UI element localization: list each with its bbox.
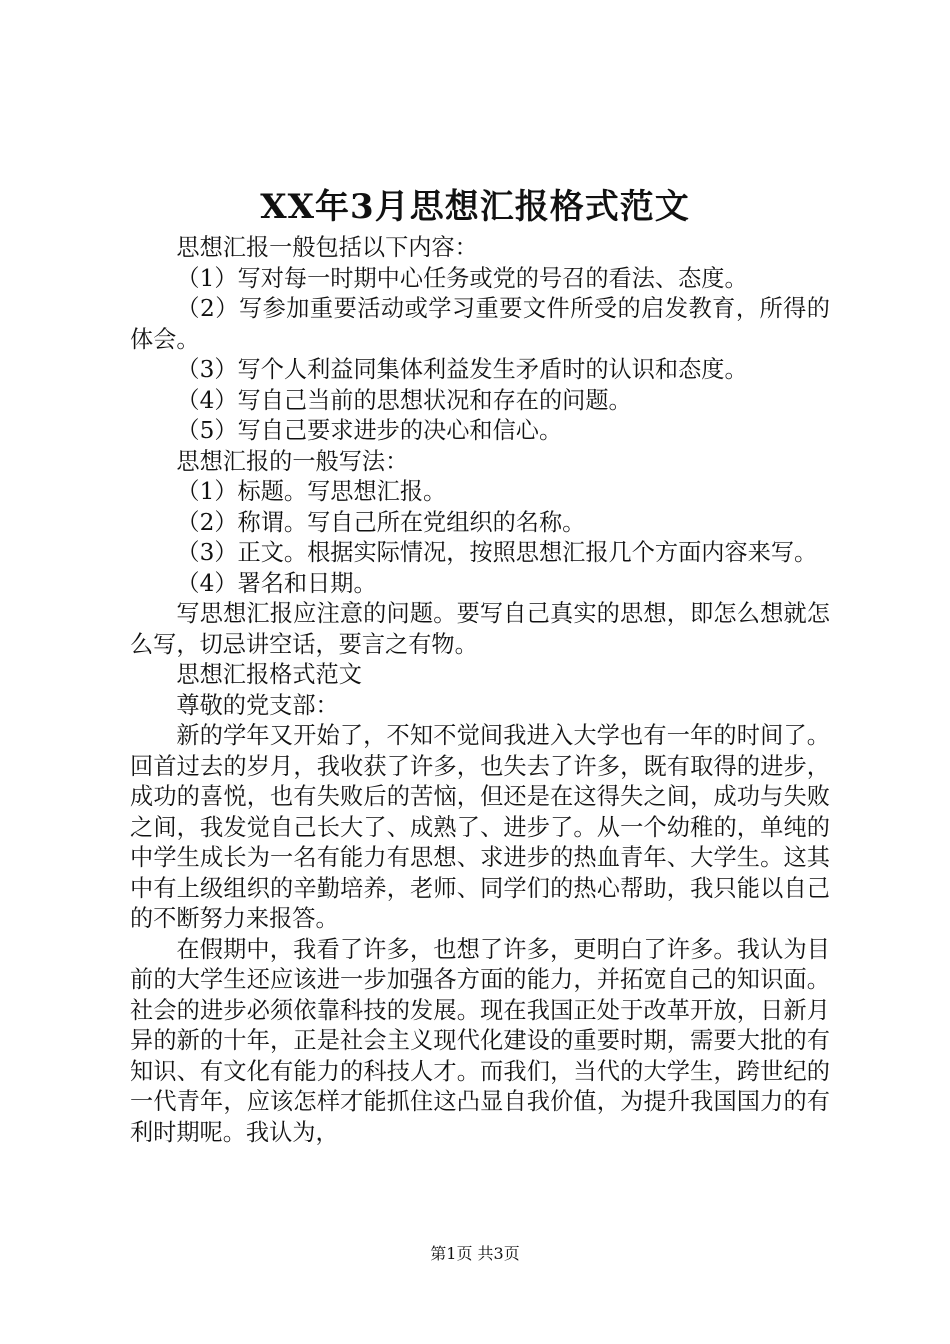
paragraph: （2）称谓。写自己所在党组织的名称。 xyxy=(176,508,586,536)
paragraph: 思想汇报的一般写法： xyxy=(176,447,409,475)
paragraph: （4）署名和日期。 xyxy=(176,569,377,597)
paragraph: 尊敬的党支部： xyxy=(176,691,339,719)
paragraph: （1）标题。写思想汇报。 xyxy=(176,478,447,505)
paragraph: （4）写自己当前的思想状况和存在的问题。 xyxy=(176,386,632,414)
paragraph: 思想汇报一般包括以下内容： xyxy=(176,234,478,261)
document-title: XX年3月思想汇报格式范文 xyxy=(260,187,690,227)
paragraph: （3）写个人利益同集体利益发生矛盾时的认识和态度。 xyxy=(176,356,748,383)
paragraph: 写思想汇报应注意的问题。要写自己真实的思想，即怎么想就怎么写，切忌讲空话，要言之有物。 xyxy=(130,600,830,658)
paragraph: 在假期中，我看了许多，也想了许多，更明白了许多。我认为目前的大学生还应该进一步加强各方面的能力，并拓宽自己的知识面。社会的进步必须依靠科技的发展。现在我国正处于改革开放，日新月异的新的十年，正是社会主义现代化建设的重要时期，需要大批的有知识、有文化有能力的科技人才。而我们，当代的大学生，跨世纪的一代青年，应该怎样才能抓住这凸显自我价值，为提升我国国力的有利时期呢。我认为， xyxy=(130,935,830,1146)
paragraph: （3）正文。根据实际情况，按照思想汇报几个方面内容来写。 xyxy=(176,539,818,566)
paragraph: （5）写自己要求进步的决心和信心。 xyxy=(176,417,563,444)
paragraph: （2）写参加重要活动或学习重要文件所受的启发教育，所得的体会。 xyxy=(130,295,830,353)
page-footer: 第1页 共3页 xyxy=(430,1244,520,1263)
paragraph: 新的学年又开始了，不知不觉间我进入大学也有一年的时间了。回首过去的岁月，我收获了许多，也失去了许多，既有取得的进步，成功的喜悦，也有失败后的苦恼，但还是在这得失之间，成功与失败之间，我发觉自己长大了、成熟了、进步了。从一个幼稚的，单纯的中学生成长为一名有能力有思想、求进步的热血青年、大学生。这其中有上级组织的辛勤培养，老师、同学们的热心帮助，我只能以自己的不断努力来报答。 xyxy=(130,722,830,932)
paragraph: 思想汇报格式范文 xyxy=(176,661,362,688)
document-body xyxy=(130,233,830,1148)
paragraph: （1）写对每一时期中心任务或党的号召的看法、态度。 xyxy=(176,264,748,292)
